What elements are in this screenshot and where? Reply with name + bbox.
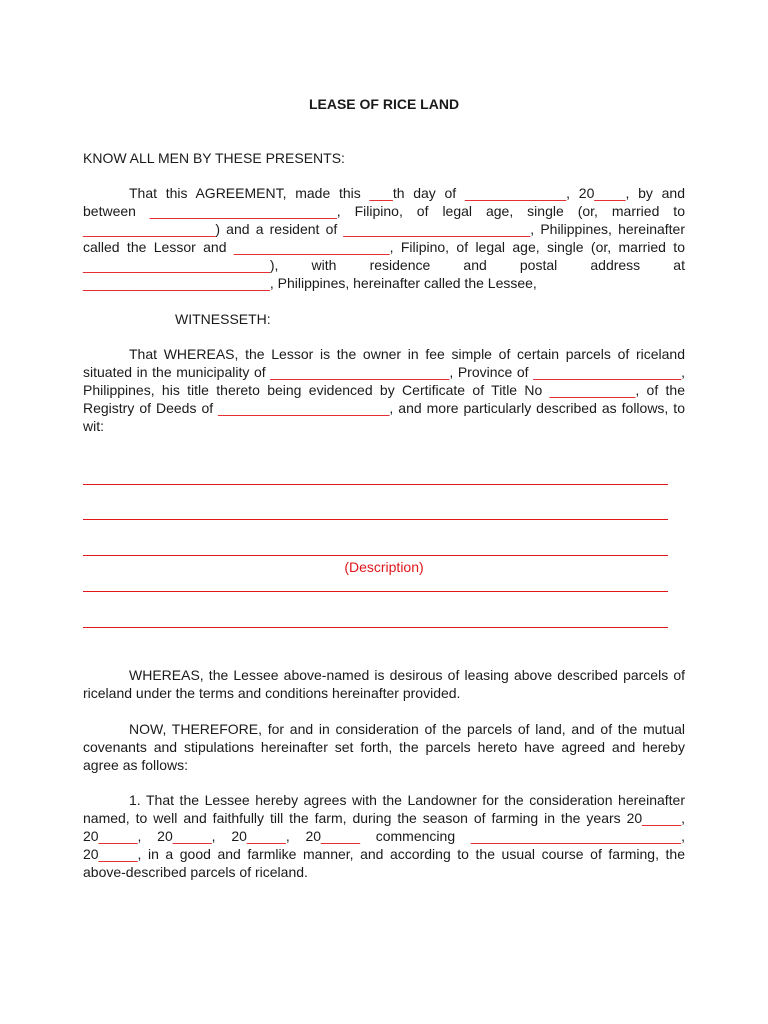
text-run: , 20 [285, 828, 322, 844]
blank-registry: ______________________ [218, 400, 390, 416]
text-run: , Philippines, his title thereto being evidenced by Certificate of Title No [83, 364, 686, 398]
text-run: , of the Registry of Deeds of [83, 382, 686, 416]
text-run: th day of [392, 185, 465, 201]
text-run: , Philippines, hereinafter called the Lessee, [269, 275, 537, 291]
blank-lessor-spouse: _________________ [83, 221, 216, 237]
blank-municipality: _______________________ [270, 364, 450, 380]
agreement-paragraph [83, 184, 685, 292]
blank-province: ___________________ [533, 364, 682, 380]
document-title: LEASE OF RICE LAND [308, 96, 460, 112]
text-run: , 20 [137, 828, 173, 844]
text-run: , Province of [449, 364, 534, 380]
text-run: That WHEREAS, the Lessor is the owner in fee simple of certain parcels of riceland situated in the municipality of [83, 346, 685, 380]
blank-title-number: ___________ [549, 382, 636, 398]
text-run: , by and between [83, 185, 685, 219]
text-run: That this AGREEMENT, made this [129, 185, 370, 201]
opening-line: KNOW ALL MEN BY THESE PRESENTS: [83, 150, 345, 166]
blank-commencing-year: _____ [98, 846, 138, 862]
description-line [83, 555, 668, 556]
description-line [83, 484, 668, 485]
whereas-owner-paragraph [83, 345, 685, 435]
text-run: , Filipino, of legal age, single (or, married to [389, 239, 685, 255]
text-run: ) and a resident of [215, 221, 344, 237]
text-run: , 20 [211, 828, 247, 844]
clause-one-paragraph [83, 791, 685, 881]
description-line [83, 591, 668, 592]
witnesseth-heading: WITNESSETH: [175, 311, 271, 327]
description-line [83, 627, 668, 628]
text-run: , 20 [83, 810, 685, 844]
blank-year: ____ [594, 185, 626, 201]
blank-year-5: _____ [321, 828, 360, 844]
text-run: , 20 [83, 828, 685, 862]
blank-lessee-address: ________________________ [83, 275, 270, 291]
text-run: , and more particularly described as follows, to wit: [83, 400, 685, 434]
text-run: , Philippines, hereinafter called the Lessor and [83, 221, 685, 255]
text-run: , Filipino, of legal age, single (or, married to [336, 203, 685, 219]
blank-lessor-name: ________________________ [149, 203, 337, 219]
blank-month: _____________ [464, 185, 567, 201]
text-run: commencing [359, 828, 471, 844]
blank-year-4: _____ [246, 828, 286, 844]
blank-day: ___ [369, 185, 393, 201]
text-run: ), with residence and postal address at [269, 257, 685, 273]
whereas-lessee-paragraph: WHEREAS, the Lessee above-named is desirous of leasing above described parcels of riceland under the terms and conditions hereinafter provided. [83, 667, 685, 701]
blank-year-2: _____ [98, 828, 138, 844]
blank-commencing-date: ___________________________ [470, 828, 682, 844]
description-line [83, 519, 668, 520]
text-run: , 20 [566, 185, 595, 201]
now-therefore-paragraph: NOW, THEREFORE, for and in consideration of the parcels of land, and of the mutual covenants and stipulations hereinafter set forth, the parcels hereto have agreed and hereby agree as follows: [83, 721, 685, 773]
blank-lessee-name: ____________________ [233, 239, 390, 255]
blank-year-3: _____ [172, 828, 212, 844]
description-label: (Description) [344, 559, 424, 575]
blank-lessor-residence: ________________________ [343, 221, 531, 237]
blank-year-1: _____ [642, 810, 682, 826]
text-run: , in a good and farmlike manner, and according to the usual course of farming, the above-described parcels of riceland. [83, 846, 685, 880]
text-run: 1. That the Lessee hereby agrees with the Landowner for the consideration hereinafter named, to well and faithfully till the farm, during the season of farming in the years 20 [83, 792, 685, 826]
blank-lessee-spouse: ________________________ [83, 257, 270, 273]
